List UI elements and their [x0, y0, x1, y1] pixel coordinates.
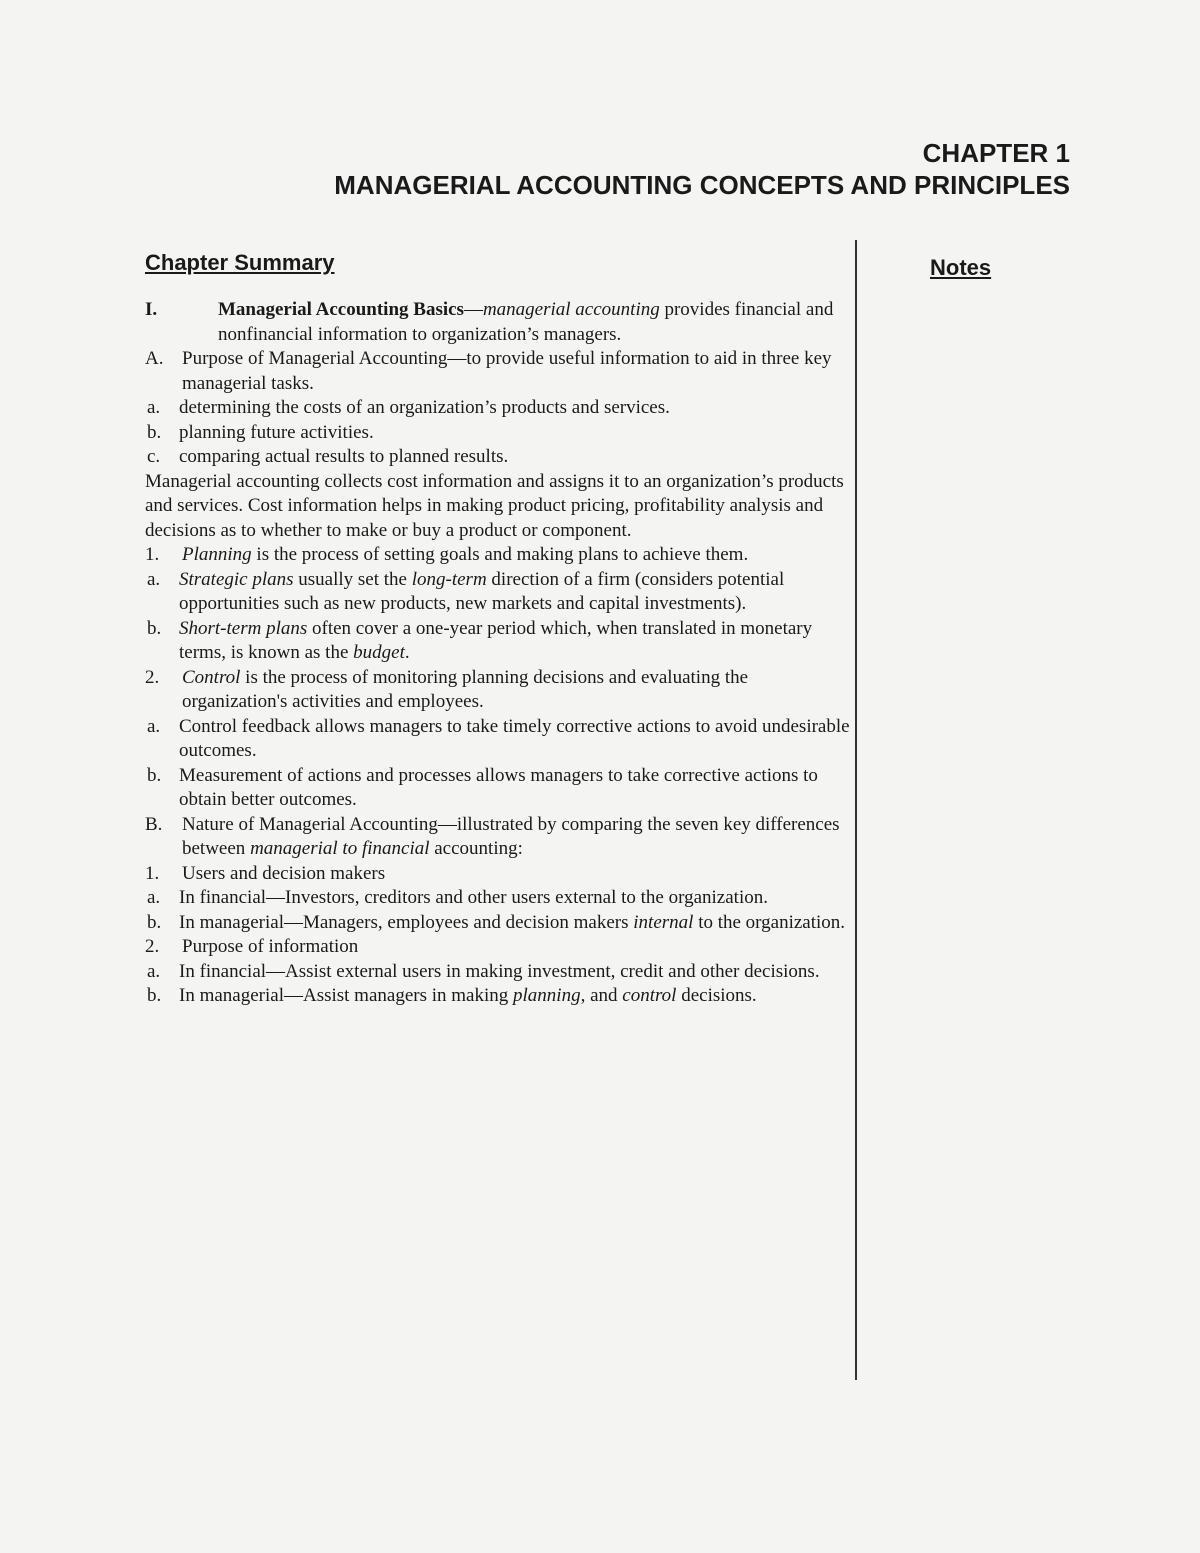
users-item	[145, 862, 850, 887]
planning-item	[145, 543, 850, 568]
notes-column-divider	[855, 240, 857, 1380]
section-B-term: managerial to financial	[250, 838, 430, 859]
strategic-plans-item	[145, 568, 850, 617]
chapter-number: CHAPTER 1	[922, 138, 1070, 168]
list-item	[145, 886, 850, 911]
list-item-text: planning future activities.	[179, 421, 374, 443]
short-term-plans-end: .	[404, 642, 410, 663]
short-term-plans-item	[145, 617, 850, 666]
list-item-text: In financial—Investors, creditors and other users external to the organization.	[179, 887, 768, 908]
list-item-mid: , and	[580, 985, 623, 1006]
section-B-text: Nature of Managerial Accounting—illustrated by comparing the seven key differences between	[182, 813, 840, 859]
strategic-plans-text: usually set the	[293, 568, 412, 590]
list-item-end: decisions.	[676, 985, 757, 1006]
list-item	[145, 396, 850, 421]
section-A-text: Purpose of Managerial Accounting—to provide useful information to aid in three key managerial tasks.	[182, 348, 832, 394]
cost-information-paragraph: Managerial accounting collects cost information and assigns it to an organization’s products and services. Cost information helps in making product pricing, profitability analysis and decisions as to whether to make or buy a product or component.	[145, 470, 844, 541]
purpose-marker: 2.	[145, 936, 160, 957]
list-item	[145, 715, 850, 764]
purpose-item	[145, 935, 850, 960]
short-term-plans-text: often cover a one-year period which, when translated in monetary terms, is known as the	[179, 617, 813, 663]
list-item-end: to the organization.	[693, 911, 846, 933]
section-I-marker: I.	[145, 299, 158, 320]
long-term-term: long-term	[411, 568, 487, 590]
chapter-title: MANAGERIAL ACCOUNTING CONCEPTS AND PRINCIPLES	[334, 170, 1070, 200]
list-item-marker: b.	[147, 985, 162, 1006]
list-item-text: In managerial—Managers, employees and decision makers	[179, 911, 634, 933]
section-B-marker: B.	[145, 813, 163, 835]
list-item	[145, 445, 850, 470]
list-item-text: In financial—Assist external users in making investment, credit and other decisions.	[179, 960, 820, 982]
internal-term: internal	[633, 911, 694, 933]
budget-term: budget	[353, 642, 405, 663]
list-item-marker: a.	[147, 397, 161, 418]
list-item	[145, 960, 850, 985]
users-marker: 1.	[145, 862, 160, 884]
list-item	[145, 421, 850, 446]
section-A	[145, 347, 850, 396]
strategic-plans-term: Strategic plans	[179, 568, 294, 590]
list-item-text: In managerial—Assist managers in making	[179, 985, 514, 1006]
list-item	[145, 764, 850, 813]
list-item-marker: b.	[147, 617, 162, 639]
chapter-summary-heading: Chapter Summary	[145, 250, 335, 275]
purpose-text: Purpose of information	[182, 936, 359, 957]
planning-marker: 1.	[145, 544, 160, 565]
list-item-marker: a.	[147, 960, 161, 982]
notes-heading: Notes	[930, 255, 992, 280]
list-item-marker: a.	[147, 715, 161, 737]
list-item-text: determining the costs of an organization’s products and services.	[179, 397, 670, 418]
section-I-term: managerial accounting	[482, 299, 660, 320]
chapter-summary-content	[145, 298, 850, 1009]
section-I-dash: —	[463, 299, 483, 320]
control-term-inline: control	[622, 985, 677, 1006]
section-I-text: provides financial and nonfinancial information to organization’s managers.	[218, 299, 834, 345]
list-item-text: Measurement of actions and processes allows managers to take corrective actions to obtain better outcomes.	[179, 764, 818, 810]
users-text: Users and decision makers	[182, 862, 386, 884]
list-item	[145, 911, 850, 936]
list-item-marker: b.	[147, 911, 162, 933]
section-B	[145, 813, 850, 862]
list-item-marker: b.	[147, 421, 162, 443]
list-item-text: comparing actual results to planned results.	[179, 446, 509, 467]
list-item	[145, 984, 850, 1009]
list-item-marker: a.	[147, 568, 161, 590]
control-item	[145, 666, 850, 715]
list-item-marker: c.	[147, 446, 161, 467]
section-B-end: accounting:	[429, 838, 523, 859]
short-term-plans-term: Short-term plans	[179, 617, 308, 639]
strategic-plans-rest: direction of a firm (considers potential opportunities such as new products, new markets and capital investments).	[179, 568, 785, 614]
planning-term: Planning	[182, 544, 252, 565]
control-term: Control	[182, 666, 241, 688]
section-A-marker: A.	[145, 348, 164, 369]
planning-text: is the process of setting goals and making plans to achieve them.	[251, 544, 749, 565]
planning-term-inline: planning	[513, 985, 581, 1006]
control-marker: 2.	[145, 666, 160, 688]
section-I	[145, 298, 850, 347]
section-I-lead: Managerial Accounting Basics	[218, 299, 464, 320]
list-item-text: Control feedback allows managers to take timely corrective actions to avoid undesirable outcomes.	[179, 715, 850, 761]
list-item-marker: a.	[147, 887, 161, 908]
list-item-marker: b.	[147, 764, 162, 786]
control-text: is the process of monitoring planning decisions and evaluating the organization's activities and employees.	[182, 666, 749, 712]
